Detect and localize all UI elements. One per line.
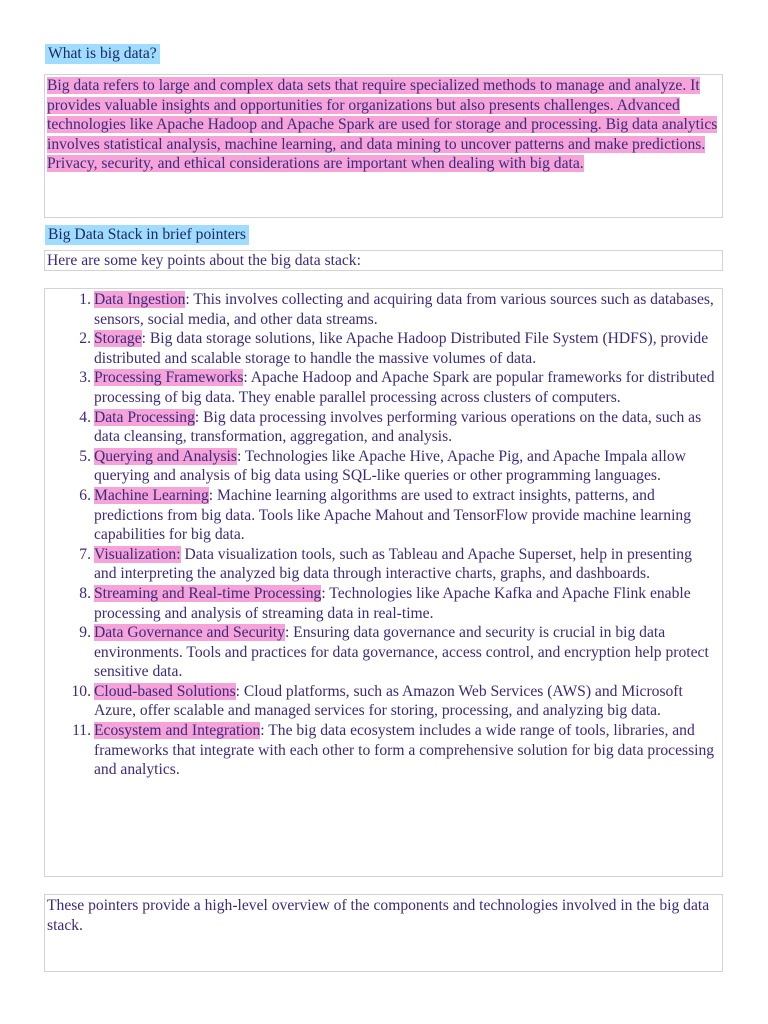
list-item-number: 4. [79,408,91,426]
list-item-number: 7. [79,545,91,563]
list-item [45,447,722,486]
conclusion-text: These pointers provide a high-level overview of the components and technologies involved in the big data stack. [47,897,710,934]
list-item-description: : Big data processing involves performing various operations on the data, such as data cleansing, transformation, aggregation, and analysis. [94,408,702,446]
list-item-term: Data Governance and Security [94,624,285,642]
list-item-number: 1. [79,291,91,308]
big-data-definition-text: Big data refers to large and complex data sets that require specialized methods to manage and analyze. It provides valuable insights and opportunities for organizations but also presents challenges. Advanced technologies like Apache Hadoop and Apache Spark are used for storage and processing. Big data analytics involves statistical analysis, machine learning, and data mining to uncover patterns and make predictions. Privacy, security, and ethical considerations are important when dealing with big data. [47,77,718,173]
conclusion-box [44,894,723,972]
list-item-term: Storage [94,330,142,348]
list-item [45,584,722,623]
list-item-description: : Cloud platforms, such as Amazon Web Services (AWS) and Microsoft Azure, offer scalable and managed services for storing, processing, and analyzing big data. [94,682,683,720]
list-item-description: : This involves collecting and acquiring data from various sources such as databases, sensors, social media, and other data streams. [94,291,714,328]
stack-intro-text: Here are some key points about the big data stack: [47,252,361,269]
list-item-number: 5. [79,447,91,465]
list-item-description: : Technologies like Apache Kafka and Apache Flink enable processing and analysis of streaming data in real-time. [94,584,691,622]
list-item-number: 9. [79,624,91,642]
list-item-term: Ecosystem and Integration [94,722,261,740]
list-item-term: Querying and Analysis [94,447,237,465]
list-item-description: : Big data storage solutions, like Apache Hadoop Distributed File System (HDFS), provide distributed and scalable storage to handle the massive volumes of data. [94,330,709,367]
list-item-term: Machine Learning [94,486,209,504]
list-item-description: : Apache Hadoop and Apache Spark are popular frameworks for distributed processing of big data. They enable parallel processing across clusters of computers. [94,369,715,406]
list-item [45,682,722,721]
list-item [45,290,722,329]
section-heading-big-data-stack: Big Data Stack in brief pointers [45,225,249,245]
list-item-term: Processing Frameworks [94,369,244,387]
list-item [45,721,722,780]
list-item-term: Visualization: [94,545,181,563]
stack-intro-box [44,250,723,271]
list-item-number: 3. [79,369,91,387]
section-heading-what-is-big-data: What is big data? [45,44,160,64]
big-data-definition-box [44,74,723,218]
list-item [45,623,722,682]
list-item-description: Data visualization tools, such as Tableau and Apache Superset, help in presenting and interpreting the analyzed big data through interactive charts, graphs, and dashboards. [94,545,692,583]
list-item-number: 11. [72,722,91,740]
list-item-description: : Ensuring data governance and security is crucial in big data environments. Tools and practices for data governance, access control, and encryption help protect sensitive data. [94,624,709,681]
stack-pointer-list [45,290,722,780]
list-item-number: 2. [79,330,91,348]
list-item-description: : Technologies like Apache Hive, Apache Pig, and Apache Impala allow querying and analysis of big data using SQL-like queries or other programming languages. [94,447,686,485]
list-item-description: : Machine learning algorithms are used to extract insights, patterns, and predictions from big data. Tools like Apache Mahout and TensorFlow provide machine learning capabilities for big data. [94,486,692,544]
list-item [45,545,722,584]
list-item-description: : The big data ecosystem includes a wide range of tools, libraries, and frameworks that integrate with each other to form a comprehensive solution for big data processing and analytics. [94,722,715,779]
list-item [45,368,722,407]
list-item-number: 10. [71,682,91,700]
stack-list-box [44,288,723,877]
list-item [45,486,722,545]
list-item [45,408,722,447]
list-item-term: Cloud-based Solutions [94,682,236,700]
list-item-term: Data Processing [94,408,195,426]
list-item [45,329,722,368]
list-item-term: Streaming and Real-time Processing [94,584,322,602]
list-item-number: 6. [79,486,91,504]
list-item-number: 8. [79,584,91,602]
list-item-term: Data Ingestion [94,291,186,308]
